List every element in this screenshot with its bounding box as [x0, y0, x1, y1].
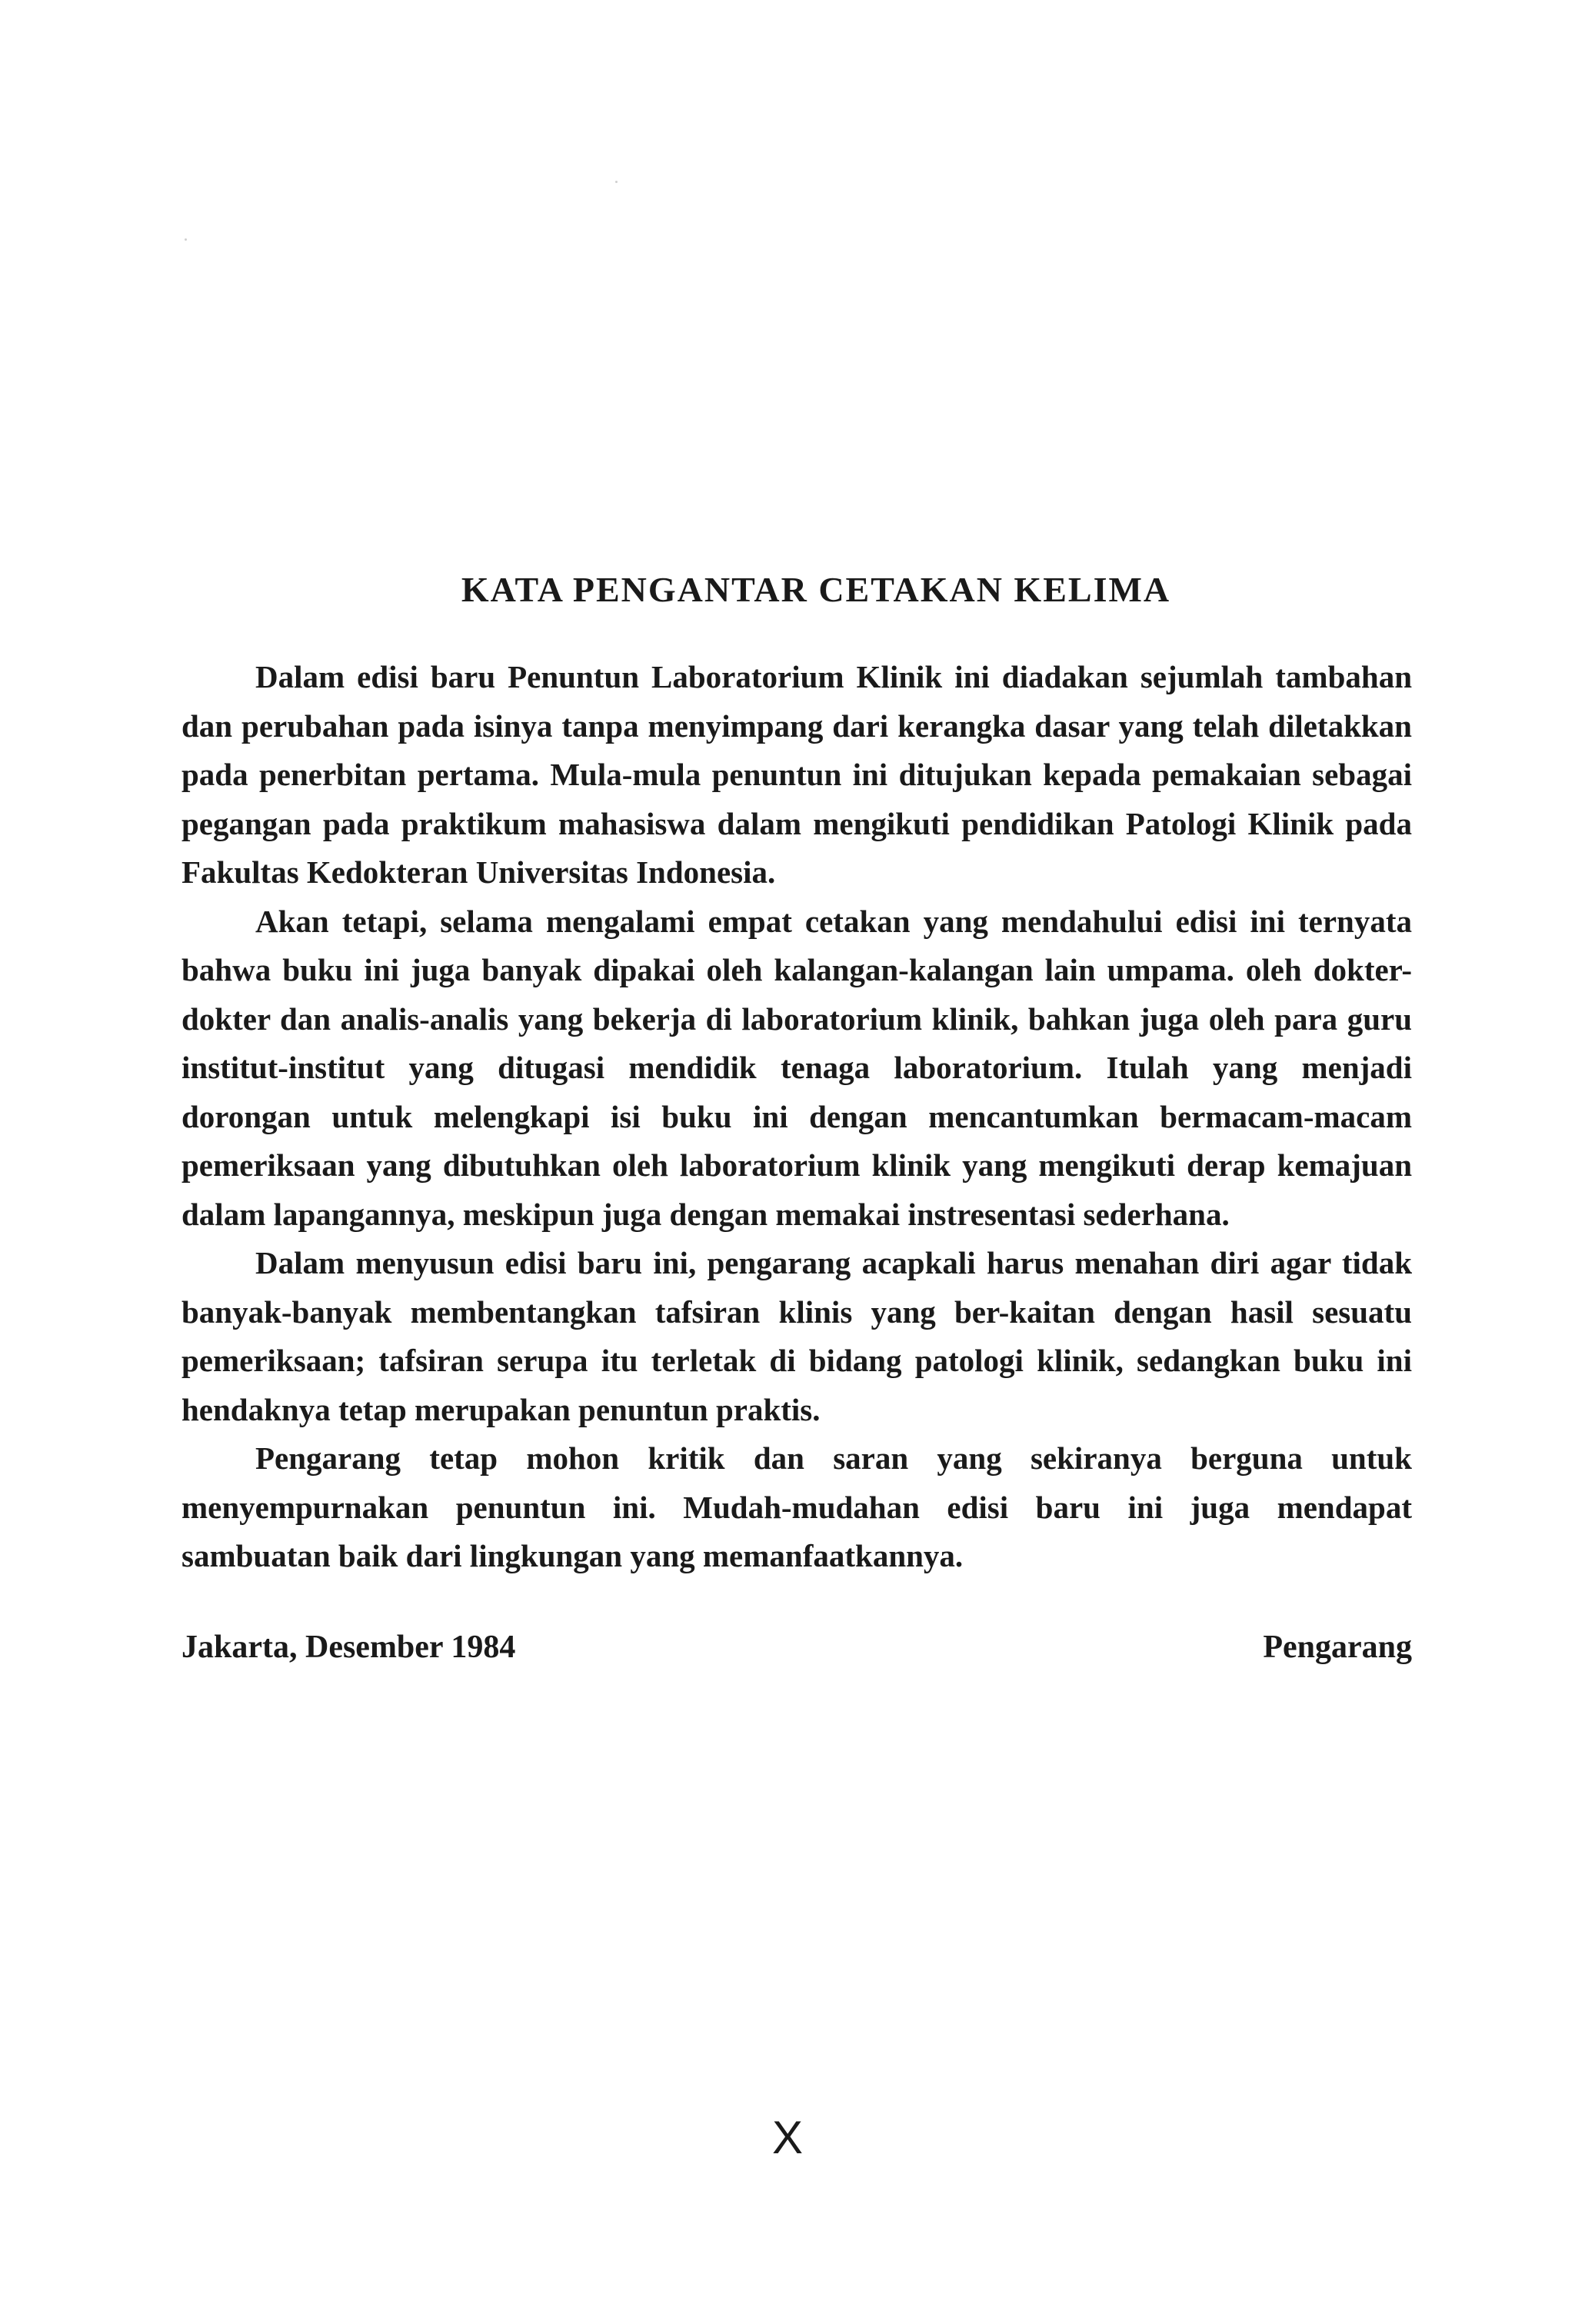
signature-row	[181, 1629, 1412, 1666]
scan-speck	[615, 181, 618, 183]
place-date: Jakarta, Desember 1984	[181, 1629, 516, 1665]
document-body	[181, 569, 1412, 1666]
paragraph: Pengarang tetap mohon kritik dan saran yang sekiranya berguna untuk menyempurnakan penuntun ini. Mudah-mudahan edisi baru ini juga mendapat sambuatan baik dari lingkungan yang memanfaatkannya.	[181, 1440, 1412, 1573]
paragraph: Dalam menyusun edisi baru ini, pengarang acapkali harus menahan diri agar tidak banyak-banyak membentangkan tafsiran klinis yang ber-kaitan dengan hasil sesuatu pemeriksaan; tafsiran serupa itu terletak di bidang patologi klinik, sedangkan buku ini hendaknya tetap merupakan penuntun praktis.	[181, 1245, 1412, 1427]
paragraph: Akan tetapi, selama mengalami empat cetakan yang mendahului edisi ini ternyata bahwa buku ini juga banyak dipakai oleh kalangan-kalangan lain umpama. oleh dokter-dokter dan analis-analis yang bekerja di laboratorium klinik, bahkan juga oleh para guru institut-institut yang ditugasi mendidik tenaga laboratorium. Itulah yang menjadi dorongan untuk melengkapi isi buku ini dengan mencantumkan bermacam-macam pemeriksaan yang dibutuhkan oleh laboratorium klinik yang mengikuti derap kemajuan dalam lapangannya, meskipun juga dengan memakai instresentasi sederhana.	[181, 903, 1412, 1232]
paragraph: Dalam edisi baru Penuntun Laboratorium Klinik ini diadakan sejumlah tambahan dan perubahan pada isinya tanpa menyimpang dari kerangka dasar yang telah diletakkan pada penerbitan pertama. Mula-mula penuntun ini ditujukan kepada pemakaian sebagai pegangan pada praktikum mahasiswa dalam mengikuti pendidikan Patologi Klinik pada Fakultas Kedokteran Universitas Indonesia.	[181, 659, 1412, 890]
author-signature: Pengarang	[1263, 1629, 1412, 1665]
page-number: X	[771, 2112, 804, 2163]
document-title: KATA PENGANTAR CETAKAN KELIMA	[461, 570, 1171, 609]
scan-speck	[185, 238, 187, 241]
